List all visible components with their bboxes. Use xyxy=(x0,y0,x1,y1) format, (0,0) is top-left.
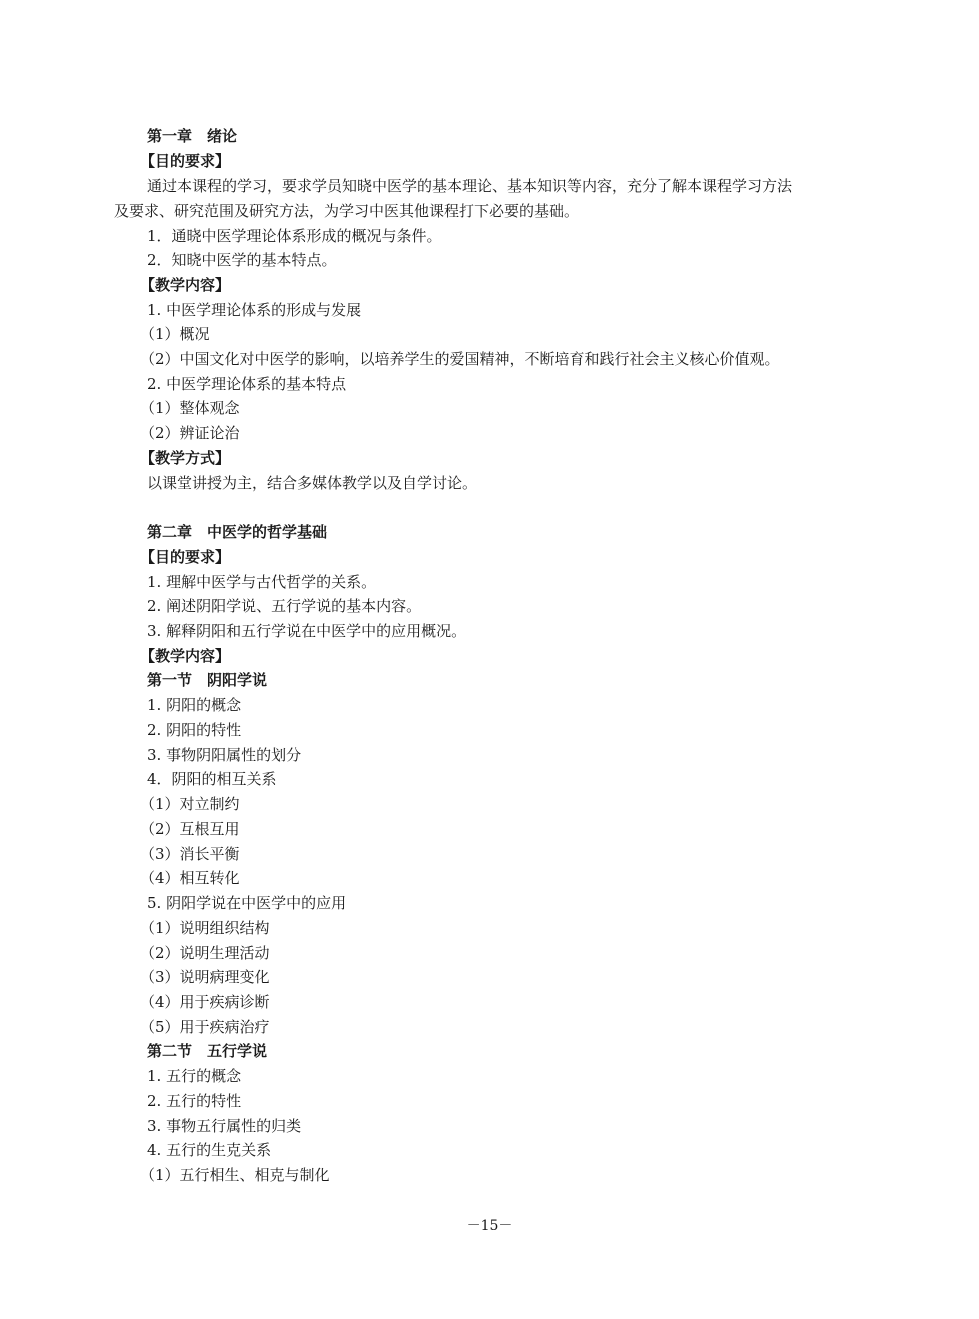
list-item: （4）用于疾病诊断 xyxy=(140,993,270,1011)
list-item: 1. 中医学理论体系的形成与发展 xyxy=(147,301,362,319)
section-heading: 【教学内容】 xyxy=(140,276,231,294)
paragraph-line: 及要求、研究范围及研究方法，为学习中医其他课程打下必要的基础。 xyxy=(114,202,580,220)
paragraph-line: 以课堂讲授为主，结合多媒体教学以及自学讨论。 xyxy=(147,474,478,492)
page-number: －15－ xyxy=(466,1218,513,1234)
list-item: 4．阴阳的相互关系 xyxy=(147,770,277,788)
list-item: （2）中国文化对中医学的影响，以培养学生的爱国精神，不断培育和践行社会主义核心价值观。 xyxy=(140,350,780,368)
section-heading: 【教学内容】 xyxy=(140,647,231,665)
list-item: （4）相互转化 xyxy=(140,869,240,887)
list-item: （1）说明组织结构 xyxy=(140,919,270,937)
list-item: 5. 阴阳学说在中医学中的应用 xyxy=(147,894,347,912)
list-item: 2. 五行的特性 xyxy=(147,1092,242,1110)
subsection-title: 第一节 阴阳学说 xyxy=(147,671,268,689)
list-item: 2．知晓中医学的基本特点。 xyxy=(147,251,337,269)
chapter-title: 第一章 绪论 xyxy=(147,127,238,145)
list-item: （5）用于疾病治疗 xyxy=(140,1018,270,1036)
list-item: （1）对立制约 xyxy=(140,795,240,813)
paragraph-line: 通过本课程的学习，要求学员知晓中医学的基本理论、基本知识等内容，充分了解本课程学习方法 xyxy=(147,177,793,195)
subsection-title: 第二节 五行学说 xyxy=(147,1042,268,1060)
list-item: 2. 阴阳的特性 xyxy=(147,721,242,739)
chapter-title: 第二章 中医学的哲学基础 xyxy=(147,523,328,541)
list-item: 4. 五行的生克关系 xyxy=(147,1141,272,1159)
list-item: 1．通晓中医学理论体系形成的概况与条件。 xyxy=(147,227,442,245)
section-heading: 【目的要求】 xyxy=(140,548,231,566)
list-item: 1. 阴阳的概念 xyxy=(147,696,242,714)
list-item: （2）辨证论治 xyxy=(140,424,240,442)
list-item: （1）概况 xyxy=(140,325,210,343)
section-heading: 【教学方式】 xyxy=(140,449,231,467)
list-item: （3）说明病理变化 xyxy=(140,968,270,986)
list-item: 3. 事物阴阳属性的划分 xyxy=(147,746,302,764)
list-item: （1）整体观念 xyxy=(140,399,240,417)
list-item: （3）消长平衡 xyxy=(140,845,240,863)
list-item: （1）五行相生、相克与制化 xyxy=(140,1166,330,1184)
list-item: （2）说明生理活动 xyxy=(140,944,270,962)
list-item: （2）互根互用 xyxy=(140,820,240,838)
list-item: 1. 理解中医学与古代哲学的关系。 xyxy=(147,573,377,591)
section-heading: 【目的要求】 xyxy=(140,152,231,170)
list-item: 3. 事物五行属性的归类 xyxy=(147,1117,302,1135)
list-item: 2. 中医学理论体系的基本特点 xyxy=(147,375,347,393)
list-item: 3. 解释阴阳和五行学说在中医学中的应用概况。 xyxy=(147,622,467,640)
list-item: 1. 五行的概念 xyxy=(147,1067,242,1085)
list-item: 2. 阐述阴阳学说、五行学说的基本内容。 xyxy=(147,597,422,615)
